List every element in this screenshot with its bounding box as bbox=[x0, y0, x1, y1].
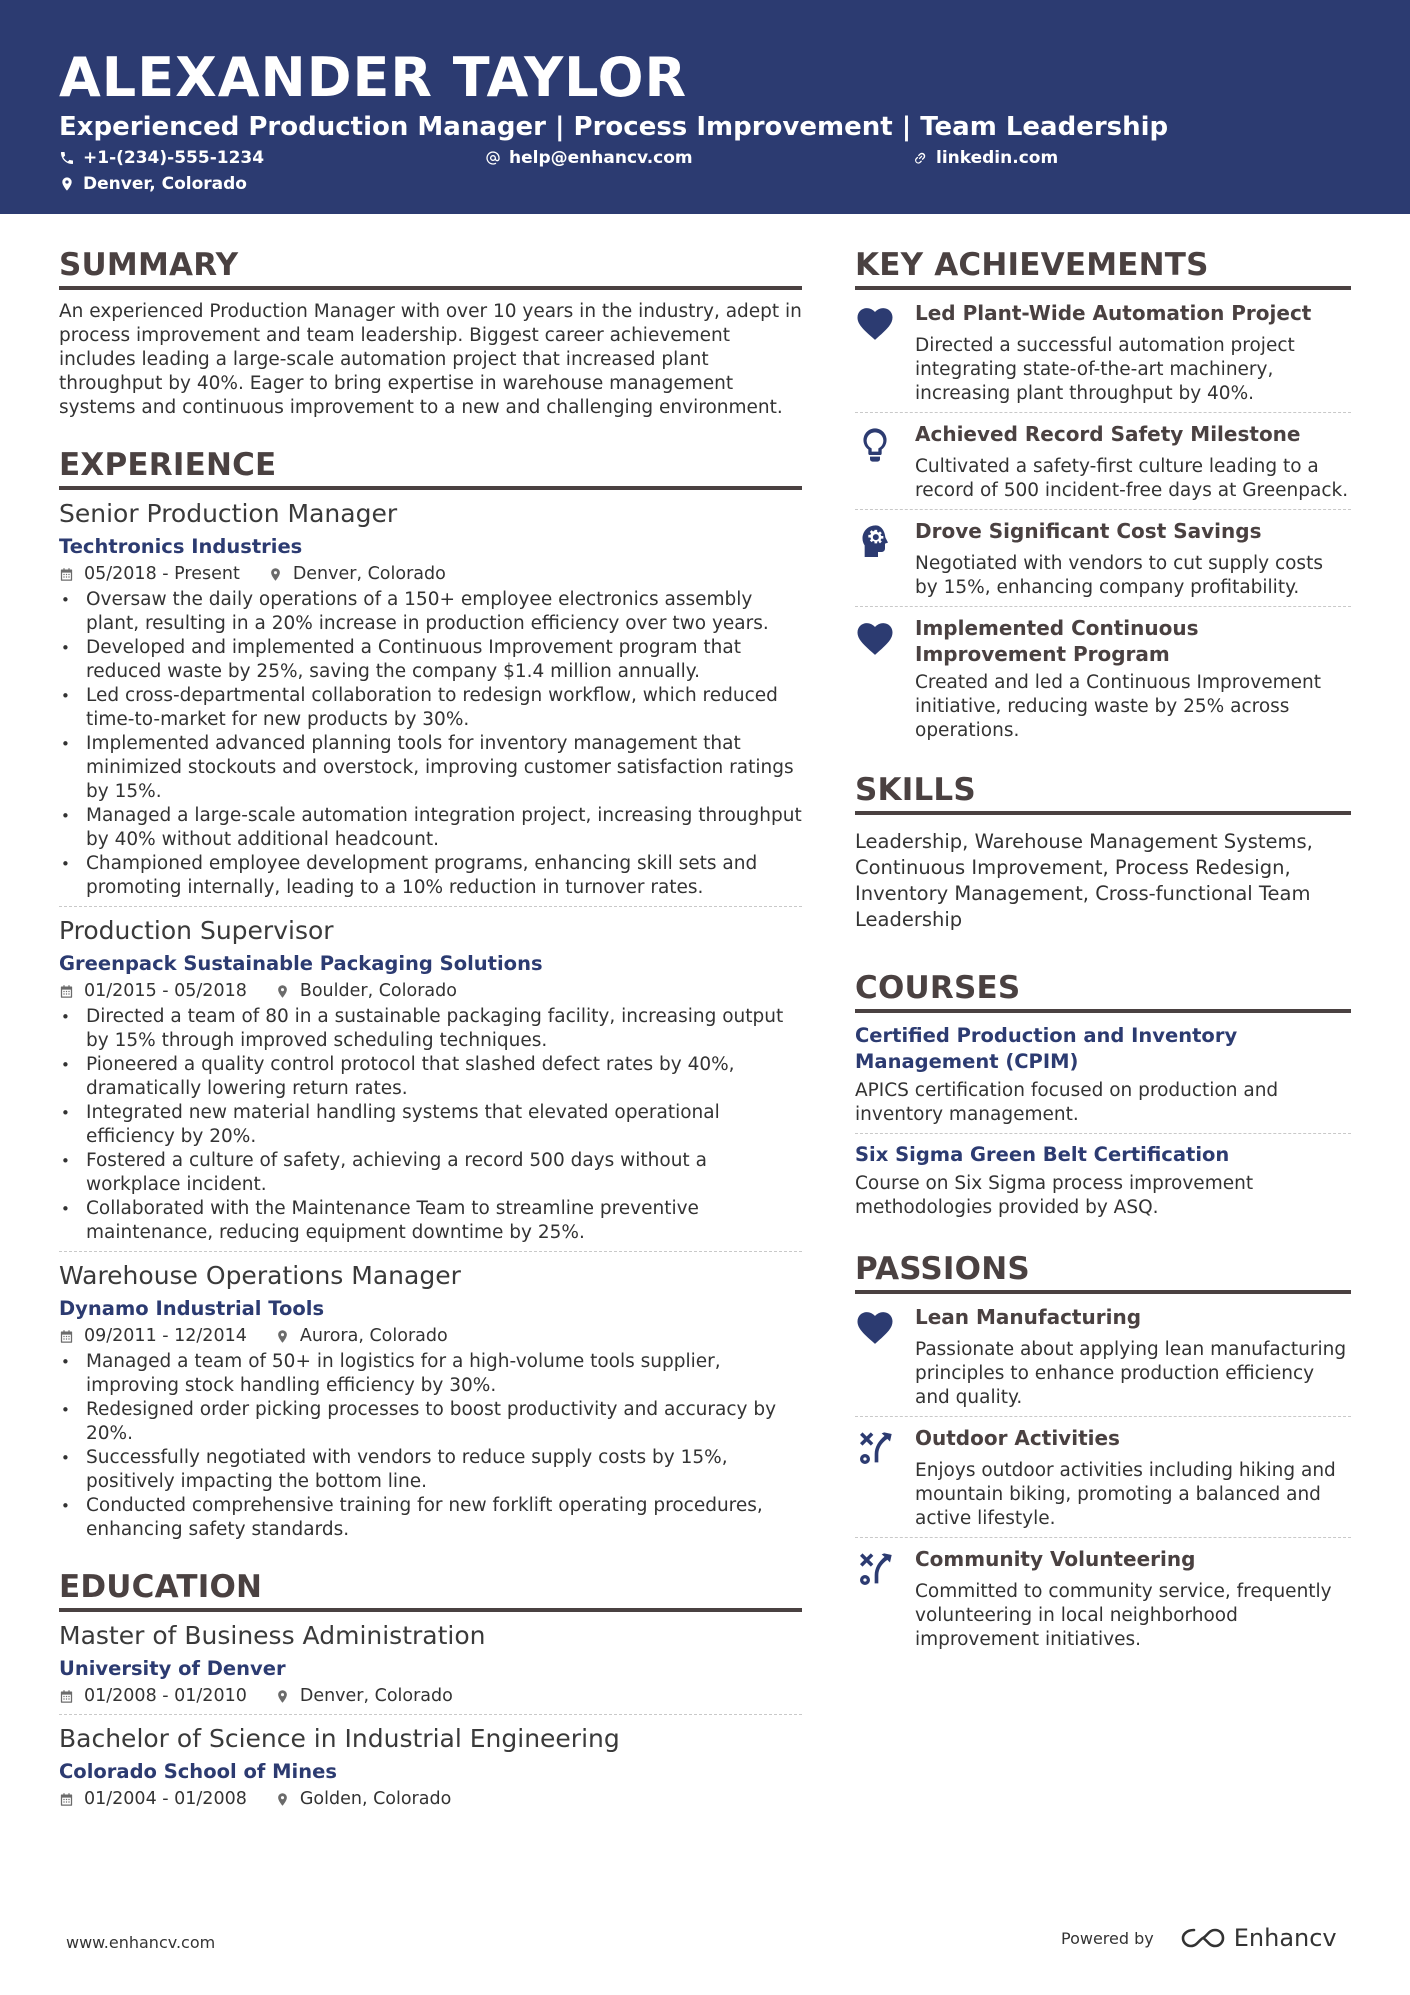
course-desc: Course on Six Sigma process improvement methodologies provided by ASQ. bbox=[855, 1173, 1254, 1218]
job-meta bbox=[59, 979, 802, 1003]
job-bullet: • Managed a team of 50+ in logistics for a high-volume tools supplier, improving stock handling efficiency by 30%. bbox=[59, 1350, 802, 1398]
job-bullets bbox=[59, 1350, 802, 1542]
achievement-item bbox=[855, 615, 1351, 743]
edu-location-text: Denver, Colorado bbox=[299, 1686, 453, 1706]
job-role: Warehouse Operations Manager bbox=[59, 1261, 461, 1290]
edu-degree: Bachelor of Science in Industrial Engineering bbox=[59, 1724, 620, 1753]
job-role: Production Supervisor bbox=[59, 916, 334, 945]
passion-desc: Enjoys outdoor activities including hiking and mountain biking, promoting a balanced and active lifestyle. bbox=[915, 1460, 1336, 1529]
achievement-title: Led Plant-Wide Automation Project bbox=[915, 301, 1312, 325]
passion-item bbox=[855, 1546, 1351, 1652]
footer-branding bbox=[1061, 1924, 1337, 1952]
job-role: Senior Production Manager bbox=[59, 499, 398, 528]
job-meta bbox=[59, 1324, 802, 1348]
divider bbox=[855, 606, 1351, 607]
achievement-title: Implemented Continuous Improvement Program bbox=[915, 616, 1199, 666]
location-pin-icon bbox=[268, 567, 283, 582]
passion-item bbox=[855, 1425, 1351, 1531]
job-location-text: Boulder, Colorado bbox=[299, 981, 457, 1001]
location-pin-icon bbox=[59, 176, 75, 192]
contact-email[interactable] bbox=[485, 147, 693, 169]
courses-title: COURSES bbox=[855, 969, 1351, 1013]
header-banner bbox=[0, 0, 1410, 214]
edu-meta bbox=[59, 1684, 802, 1708]
job-company: Techtronics Industries bbox=[59, 535, 303, 558]
right-column bbox=[855, 246, 1351, 1652]
achievement-item bbox=[855, 421, 1351, 503]
job-dates: 01/2015 - 05/2018 bbox=[84, 981, 247, 1001]
achievement-desc: Directed a successful automation project integrating state-of-the-art machinery, increasing plant throughput by 40%. bbox=[915, 335, 1295, 404]
course-title: Certified Production and Inventory Management (CPIM) bbox=[855, 1024, 1238, 1073]
experience-entry bbox=[59, 1260, 802, 1542]
candidate-tagline: Experienced Production Manager | Process Improvement | Team Leadership bbox=[59, 112, 1169, 142]
passions-title: PASSIONS bbox=[855, 1250, 1351, 1294]
edu-meta bbox=[59, 1787, 802, 1811]
edu-dates: 01/2004 - 01/2008 bbox=[84, 1789, 247, 1809]
job-location bbox=[275, 1324, 448, 1348]
achievement-desc: Cultivated a safety-first culture leading to a record of 500 incident-free days at Greenpack. bbox=[915, 456, 1349, 501]
job-bullet: • Developed and implemented a Continuous Improvement program that reduced waste by 25%, saving the company $1.4 million annually. bbox=[59, 636, 802, 684]
job-dates: 09/2011 - 12/2014 bbox=[84, 1326, 247, 1346]
skills-text: Leadership, Warehouse Management Systems, Continuous Improvement, Process Redesign, Inventory Management, Cross-functional Team Leadership bbox=[855, 830, 1313, 931]
job-dates: 05/2018 - Present bbox=[84, 564, 240, 584]
phone-text: +1-(234)-555-1234 bbox=[83, 148, 265, 168]
achievement-title: Drove Significant Cost Savings bbox=[915, 519, 1262, 543]
achievement-title: Achieved Record Safety Milestone bbox=[915, 422, 1301, 446]
brand-name: Enhancv bbox=[1233, 1924, 1337, 1952]
divider bbox=[59, 1714, 802, 1715]
achievements-title: KEY ACHIEVEMENTS bbox=[855, 246, 1351, 290]
job-location-text: Denver, Colorado bbox=[292, 564, 446, 584]
job-bullet: • Managed a large-scale automation integration project, increasing throughput by 40% without additional headcount. bbox=[59, 804, 802, 852]
education-entry bbox=[59, 1620, 802, 1708]
heart-icon bbox=[855, 619, 895, 659]
calendar-icon bbox=[59, 1689, 74, 1704]
job-bullet: • Directed a team of 80 in a sustainable packaging facility, increasing output by 15% through improved scheduling techniques. bbox=[59, 1005, 802, 1053]
linkedin-text[interactable]: linkedin.com bbox=[936, 148, 1059, 168]
achievement-item bbox=[855, 300, 1351, 406]
edu-degree: Master of Business Administration bbox=[59, 1621, 486, 1650]
calendar-icon bbox=[59, 1329, 74, 1344]
powered-by-text: Powered by bbox=[1061, 1928, 1154, 1948]
job-bullet: • Pioneered a quality control protocol that slashed defect rates by 40%, dramatically lowering return rates. bbox=[59, 1053, 802, 1101]
head-icon bbox=[855, 522, 895, 562]
achievement-item bbox=[855, 518, 1351, 600]
job-location bbox=[268, 562, 446, 586]
lightbulb-icon bbox=[855, 425, 895, 465]
location-pin-icon bbox=[275, 984, 290, 999]
divider bbox=[855, 1537, 1351, 1538]
job-location-text: Aurora, Colorado bbox=[299, 1326, 448, 1346]
edu-location bbox=[275, 1787, 451, 1811]
brand-logo bbox=[1180, 1924, 1337, 1952]
job-company: Greenpack Sustainable Packaging Solutions bbox=[59, 952, 543, 975]
course-title: Six Sigma Green Belt Certification bbox=[855, 1143, 1230, 1166]
calendar-icon bbox=[59, 1792, 74, 1807]
summary-text: An experienced Production Manager with over 10 years in the industry, adept in process improvement and team leadership. Biggest career achievement includes leading a large-scale automation project that increased plant throughput by 40%. Eager to bring expertise in warehouse management systems and continuous improvement to a new and challenging environment. bbox=[59, 301, 802, 418]
divider bbox=[855, 1133, 1351, 1134]
job-company: Dynamo Industrial Tools bbox=[59, 1297, 325, 1320]
strategy-icon bbox=[855, 1429, 895, 1469]
link-icon bbox=[912, 150, 928, 166]
calendar-icon bbox=[59, 984, 74, 999]
strategy-icon bbox=[855, 1550, 895, 1590]
education-title: EDUCATION bbox=[59, 1568, 802, 1612]
divider bbox=[59, 1251, 802, 1252]
job-location bbox=[275, 979, 457, 1003]
contact-linkedin[interactable] bbox=[912, 147, 1058, 169]
contact-phone bbox=[59, 147, 264, 169]
summary-title: SUMMARY bbox=[59, 246, 802, 290]
experience-title: EXPERIENCE bbox=[59, 446, 802, 490]
course-item bbox=[855, 1023, 1351, 1127]
job-bullet: • Successfully negotiated with vendors to reduce supply costs by 15%, positively impacting the bottom line. bbox=[59, 1446, 802, 1494]
job-bullet: • Redesigned order picking processes to boost productivity and accuracy by 20%. bbox=[59, 1398, 802, 1446]
job-bullet: • Conducted comprehensive training for new forklift operating procedures, enhancing safety standards. bbox=[59, 1494, 802, 1542]
divider bbox=[855, 1416, 1351, 1417]
passion-title: Lean Manufacturing bbox=[915, 1305, 1142, 1329]
edu-school: University of Denver bbox=[59, 1657, 286, 1680]
candidate-name: ALEXANDER TAYLOR bbox=[59, 46, 688, 109]
course-item bbox=[855, 1142, 1351, 1220]
experience-entry bbox=[59, 498, 802, 900]
job-bullet: • Fostered a culture of safety, achieving a record 500 days without a workplace incident. bbox=[59, 1149, 802, 1197]
email-text[interactable]: help@enhancv.com bbox=[509, 148, 693, 168]
edu-location bbox=[275, 1684, 453, 1708]
enhancv-logo-icon bbox=[1180, 1926, 1226, 1950]
divider bbox=[855, 412, 1351, 413]
at-icon bbox=[485, 150, 501, 166]
job-bullets bbox=[59, 1005, 802, 1245]
divider bbox=[59, 906, 802, 907]
phone-icon bbox=[59, 150, 75, 166]
heart-icon bbox=[855, 304, 895, 344]
footer-website[interactable]: www.enhancv.com bbox=[66, 1933, 216, 1952]
achievement-desc: Created and led a Continuous Improvement initiative, reducing waste by 25% across operations. bbox=[915, 672, 1321, 741]
job-bullets bbox=[59, 588, 802, 900]
job-bullet: • Integrated new material handling systems that elevated operational efficiency by 20%. bbox=[59, 1101, 802, 1149]
location-pin-icon bbox=[275, 1689, 290, 1704]
passion-title: Outdoor Activities bbox=[915, 1426, 1120, 1450]
course-desc: APICS certification focused on production and inventory management. bbox=[855, 1080, 1279, 1125]
contact-location bbox=[59, 173, 247, 195]
location-text: Denver, Colorado bbox=[83, 174, 247, 194]
heart-icon bbox=[855, 1308, 895, 1348]
left-column bbox=[59, 246, 802, 1811]
job-meta bbox=[59, 562, 802, 586]
job-bullet: • Championed employee development programs, enhancing skill sets and promoting internally, leading to a 10% reduction in turnover rates. bbox=[59, 852, 802, 900]
passion-item bbox=[855, 1304, 1351, 1410]
passion-title: Community Volunteering bbox=[915, 1547, 1196, 1571]
edu-location-text: Golden, Colorado bbox=[299, 1789, 452, 1809]
passion-desc: Committed to community service, frequently volunteering in local neighborhood improvement initiatives. bbox=[915, 1581, 1332, 1650]
job-bullet: • Oversaw the daily operations of a 150+ employee electronics assembly plant, resulting in a 20% increase in production efficiency over two years. bbox=[59, 588, 802, 636]
edu-school: Colorado School of Mines bbox=[59, 1760, 337, 1783]
job-bullet: • Implemented advanced planning tools for inventory management that minimized stockouts and overstock, improving customer satisfaction ratings by 15%. bbox=[59, 732, 802, 804]
experience-entry bbox=[59, 915, 802, 1245]
education-entry bbox=[59, 1723, 802, 1811]
location-pin-icon bbox=[275, 1792, 290, 1807]
passion-desc: Passionate about applying lean manufacturing principles to enhance production efficiency and quality. bbox=[915, 1339, 1347, 1408]
job-bullet: • Collaborated with the Maintenance Team to streamline preventive maintenance, reducing equipment downtime by 25%. bbox=[59, 1197, 802, 1245]
calendar-icon bbox=[59, 567, 74, 582]
job-bullet: • Led cross-departmental collaboration to redesign workflow, which reduced time-to-market for new products by 30%. bbox=[59, 684, 802, 732]
location-pin-icon bbox=[275, 1329, 290, 1344]
skills-title: SKILLS bbox=[855, 771, 1351, 815]
edu-dates: 01/2008 - 01/2010 bbox=[84, 1686, 247, 1706]
divider bbox=[855, 509, 1351, 510]
achievement-desc: Negotiated with vendors to cut supply costs by 15%, enhancing company profitability. bbox=[915, 553, 1323, 598]
